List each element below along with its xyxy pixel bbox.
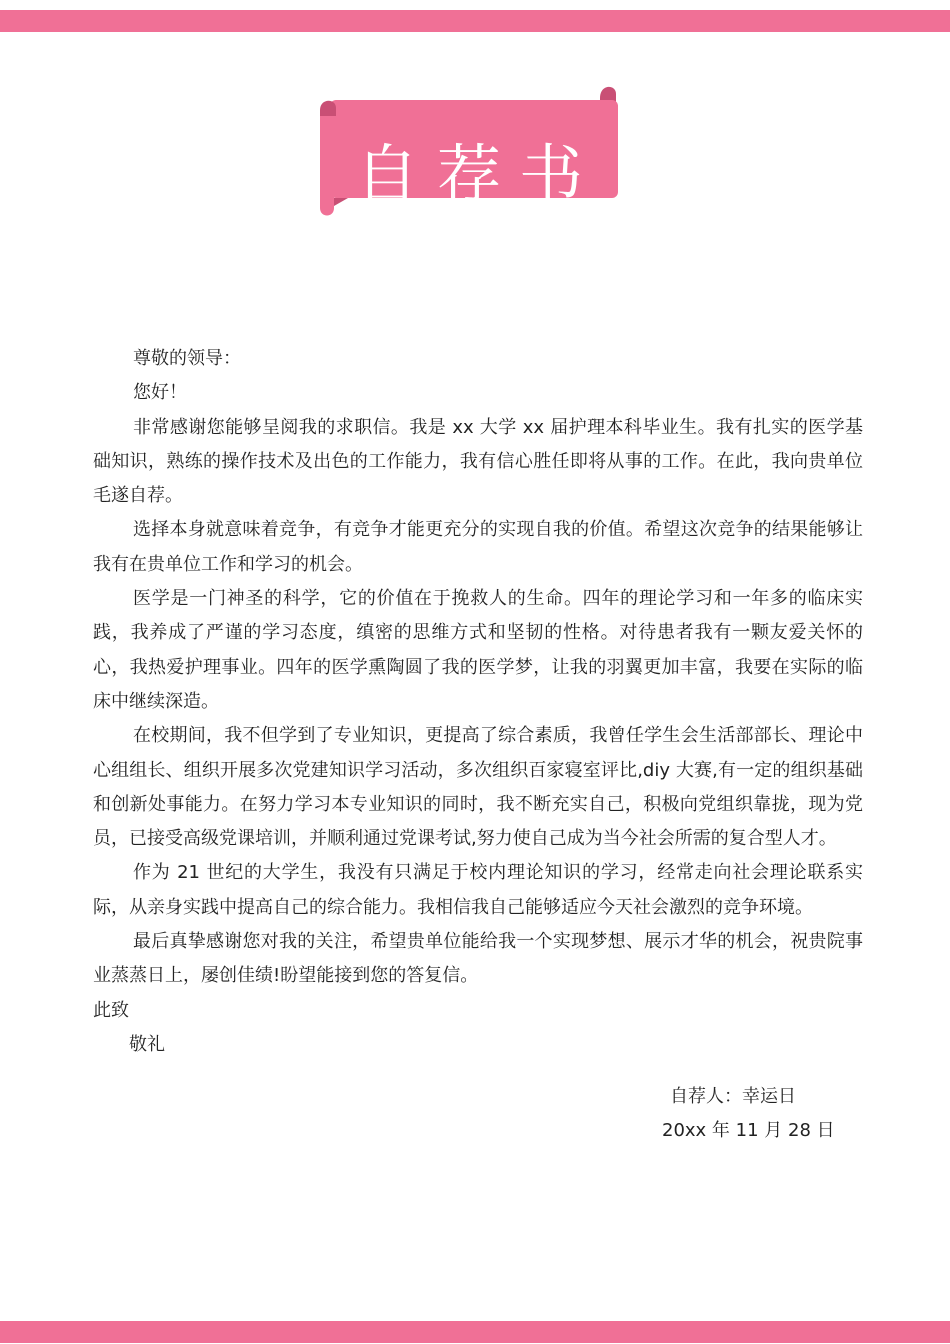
top-accent-band	[0, 10, 950, 32]
closing-line-1: 此致	[93, 999, 129, 1021]
paragraph-practice: 作为 21 世纪的大学生，我没有只满足于校内理论知识的学习，经常走向社会理论联系实际，从亲身实践中提高自己的综合能力。我相信我自己能够适应今天社会激烈的竞争环境。	[93, 862, 863, 918]
closing-line-2: 敬礼	[129, 1033, 165, 1055]
signature-date: 20xx 年 11 月 28 日	[662, 1120, 835, 1142]
greeting-line: 您好！	[133, 382, 187, 404]
letter-body	[93, 342, 863, 1062]
salutation: 尊敬的领导：	[133, 348, 241, 369]
page-title: 自荐书	[355, 139, 601, 213]
paragraph-intro: 非常感谢您能够呈阅我的求职信。我是 xx 大学 xx 届护理本科毕业生。我有扎实的医学基础知识，熟练的操作技术及出色的工作能力，我有信心胜任即将从事的工作。在此，我向贵单位毛遂自荐。	[93, 416, 863, 507]
paragraph-medicine: 医学是一门神圣的科学，它的价值在于挽救人的生命。四年的理论学习和一年多的临床实践，我养成了严谨的学习态度，缜密的思维方式和坚韧的性格。对待患者我有一颗友爱关怀的心，我热爱护理事业。四年的医学熏陶圆了我的医学梦，让我的羽翼更加丰富，我要在实际的临床中继续深造。	[93, 588, 863, 712]
paragraph-competition: 选择本身就意味着竞争，有竞争才能更充分的实现自我的价值。希望这次竞争的结果能够让我有在贵单位工作和学习的机会。	[93, 519, 863, 575]
paragraph-campus: 在校期间，我不但学到了专业知识，更提高了综合素质，我曾任学生会生活部部长、理论中心组组长、组织开展多次党建知识学习活动，多次组织百家寝室评比,diy 大赛,有一定的组织基础和创新处事能力。在努力学习本专业知识的同时，我不断充实自己，积极向党组织靠拢，现为党员，已接受高级党课培训，并顺利通过党课考试,努力使自己成为当今社会所需的复合型人才。	[93, 725, 863, 850]
signature-name: 自荐人：幸运日	[670, 1086, 796, 1107]
title-banner	[318, 80, 622, 220]
signature-block	[662, 1080, 862, 1149]
paragraph-closing: 最后真挚感谢您对我的关注，希望贵单位能给我一个实现梦想、展示才华的机会，祝贵院事业蒸蒸日上，屡创佳绩!盼望能接到您的答复信。	[93, 931, 863, 987]
bottom-accent-band	[0, 1321, 950, 1343]
